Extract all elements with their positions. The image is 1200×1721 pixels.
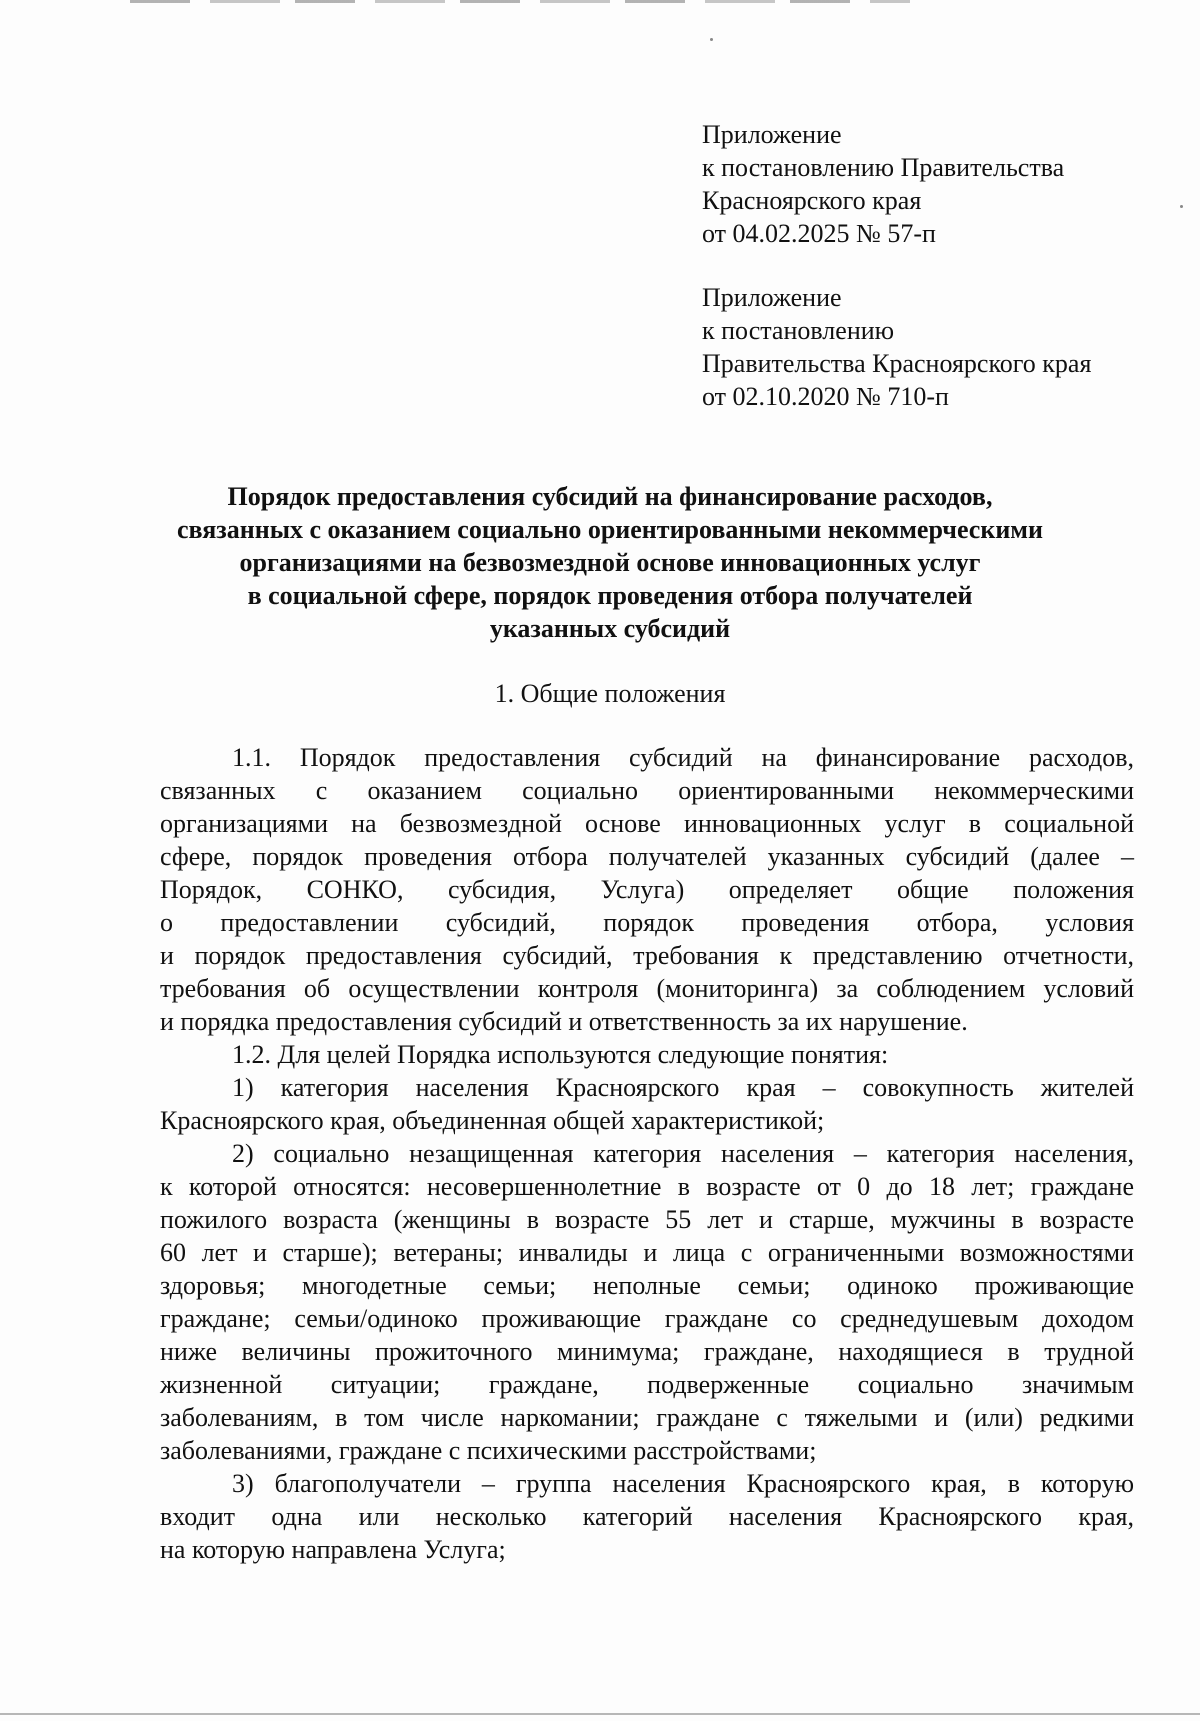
body-line: Порядок, СОНКО, субсидия, Услуга) определяет общие положения xyxy=(160,875,1134,904)
attachment-line: к постановлению xyxy=(702,316,895,345)
attachment-line: Приложение xyxy=(702,120,842,149)
attachment-line: Правительства Красноярского края xyxy=(702,349,1092,378)
title-line: связанных с оказанием социально ориентированными некоммерческими xyxy=(176,515,1043,544)
attachment-line: к постановлению Правительства xyxy=(702,153,1065,182)
body-line: и порядка предоставления субсидий и ответственность за их нарушение. xyxy=(160,1007,968,1036)
attachment-line: от 04.02.2025 № 57-п xyxy=(702,219,936,248)
attachment-header-2025 xyxy=(702,118,1064,250)
body-line: на которую направлена Услуга; xyxy=(160,1535,506,1564)
title-line: Порядок предоставления субсидий на финансирование расходов, xyxy=(227,482,993,511)
body-line: о предоставлении субсидий, порядок проведения отбора, условия xyxy=(160,908,1134,937)
body-line: требования об осуществлении контроля (мониторинга) за соблюдением условий xyxy=(160,974,1134,1003)
scan-speck xyxy=(710,38,713,41)
body-line: 1.2. Для целей Порядка используются следующие понятия: xyxy=(232,1040,889,1069)
title-line: организациями на безвозмездной основе инновационных услуг xyxy=(239,548,981,577)
body-line: 2) социально незащищенная категория населения – категория населения, xyxy=(232,1139,1134,1168)
section-heading: 1. Общие положения xyxy=(494,679,726,708)
title-line: в социальной сфере, порядок проведения отбора получателей xyxy=(247,581,973,610)
scan-bottom-edge xyxy=(0,1713,1200,1715)
document-body xyxy=(160,741,1134,1566)
body-line: ниже величины прожиточного минимума; граждане, находящиеся в трудной xyxy=(160,1337,1134,1366)
body-line: граждане; семьи/одиноко проживающие граждане со среднедушевым доходом xyxy=(160,1304,1134,1333)
body-line: 1) категория населения Красноярского края – совокупность жителей xyxy=(232,1073,1134,1102)
body-line: заболеваниями, граждане с психическими расстройствами; xyxy=(160,1436,817,1465)
body-line: 60 лет и старше); ветераны; инвалиды и лица с ограниченными возможностями xyxy=(160,1238,1134,1267)
attachment-line: Красноярского края xyxy=(702,186,922,215)
attachment-line: Приложение xyxy=(702,283,842,312)
body-line: жизненной ситуации; граждане, подверженные социально значимым xyxy=(160,1370,1134,1399)
body-line: здоровья; многодетные семьи; неполные семьи; одиноко проживающие xyxy=(160,1271,1134,1300)
title-line: указанных субсидий xyxy=(489,614,731,643)
scan-speck xyxy=(1180,205,1183,208)
body-line: организациями на безвозмездной основе инновационных услуг в социальной xyxy=(160,809,1134,838)
body-line: 3) благополучатели – группа населения Красноярского края, в которую xyxy=(232,1469,1134,1498)
body-line: сфере, порядок проведения отбора получателей указанных субсидий (далее – xyxy=(160,842,1134,871)
body-line: заболеваниям, в том числе наркомании; граждане с тяжелыми и (или) редкими xyxy=(160,1403,1134,1432)
body-line: к которой относятся: несовершеннолетние в возрасте от 0 до 18 лет; граждане xyxy=(160,1172,1134,1201)
body-line: пожилого возраста (женщины в возрасте 55 лет и старше, мужчины в возрасте xyxy=(160,1205,1134,1234)
body-line: и порядок предоставления субсидий, требования к представлению отчетности, xyxy=(160,941,1134,970)
document-title xyxy=(150,480,1070,645)
body-line: 1.1. Порядок предоставления субсидий на финансирование расходов, xyxy=(232,743,1134,772)
attachment-header-2020 xyxy=(702,281,1091,413)
body-line: связанных с оказанием социально ориентированными некоммерческими xyxy=(160,776,1134,805)
body-line: входит одна или несколько категорий населения Красноярского края, xyxy=(160,1502,1134,1531)
attachment-line: от 02.10.2020 № 710-п xyxy=(702,382,949,411)
body-line: Красноярского края, объединенная общей характеристикой; xyxy=(160,1106,825,1135)
scan-top-edge xyxy=(130,0,910,3)
